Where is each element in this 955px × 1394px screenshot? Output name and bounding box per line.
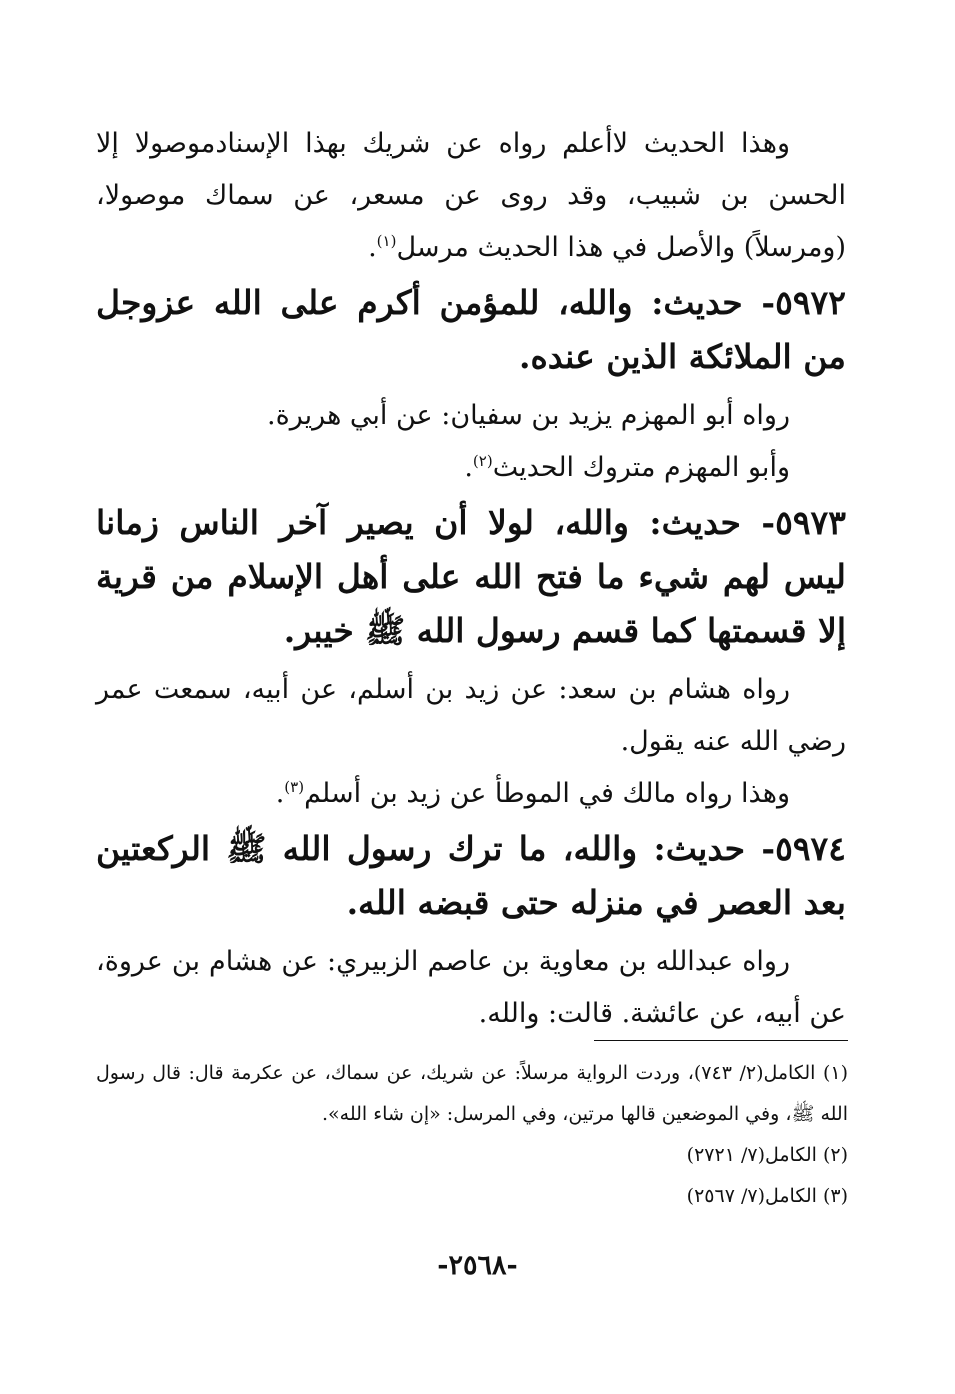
narration-5973-line1: رواه هشام بن سعد: عن زيد بن أسلم، عن أبيه، سمعت عمر رضي الله عنه يقول. xyxy=(96,674,846,757)
intro-paragraph xyxy=(96,118,846,274)
footnote-1: (١) الكامل(٢/ ٧٤٣)، وردت الرواية مرسلاً: عن شريك، عن سماك، عن عكرمة قال: قال رسول الله ﷺ، وفي الموضعين قالها مرتين، وفي المرسل: «إن شاء الله». xyxy=(96,1062,848,1125)
hadith-5974-heading: ٥٩٧٤- حديث: والله، ما ترك رسول الله ﷺ الركعتين بعد العصر في منزله حتى قبضه الله. xyxy=(96,829,846,922)
footnote-ref-2: (٢) xyxy=(472,452,493,470)
hadith-5972-heading: ٥٩٧٢- حديث: والله، للمؤمن أكرم على الله عزوجل من الملائكة الذين عنده. xyxy=(96,283,846,376)
hadith-5973-heading: ٥٩٧٣- حديث: والله، لولا أن يصير آخر الناس زمانا ليس لهم شيء ما فتح الله على أهل الإسلام من قرية إلا قسمتها كما قسم رسول الله ﷺ خيبر. xyxy=(96,503,846,650)
footnotes-section xyxy=(96,1040,848,1217)
narration-5972-line2-end: . xyxy=(464,452,473,483)
narration-5972-line1: رواه أبو المهزم يزيد بن سفيان: عن أبي هريرة. xyxy=(267,400,790,431)
main-text xyxy=(96,118,846,1040)
footnote-divider xyxy=(594,1040,848,1041)
narration-5972-line2 xyxy=(96,442,846,494)
narration-5974-line1: رواه عبدالله بن معاوية بن عاصم الزبيري: عن هشام بن عروة، عن أبيه، عن عائشة. قالت: والله. xyxy=(96,946,846,1029)
narration-5973-line2-end: . xyxy=(275,778,285,809)
page-number: -٢٥٦٨- xyxy=(437,1250,518,1281)
footnote-3: (٣) الكامل(٧/ ٢٥٦٧) xyxy=(686,1185,848,1207)
narration-5972-line2-text: وأبو المهزم متروك الحديث xyxy=(492,452,790,483)
footnote-ref-1: (١) xyxy=(376,232,397,250)
narration-5973-line2-text: وهذا رواه مالك في الموطأ عن زيد بن أسلم xyxy=(304,778,790,809)
footnote-2: (٢) الكامل(٧/ ٢٧٢١) xyxy=(686,1144,848,1166)
narration-5973-line2 xyxy=(96,768,846,820)
intro-end: . xyxy=(368,232,377,263)
footnote-ref-3: (٣) xyxy=(284,778,305,796)
intro-text: وهذا الحديث لاأعلم رواه عن شريك بهذا الإسنادموصولا إلا الحسن بن شبيب، وقد روى عن مسعر، عن سماك موصولا، (ومرسلاً) والأصل في هذا الحديث مرسل xyxy=(96,128,846,263)
